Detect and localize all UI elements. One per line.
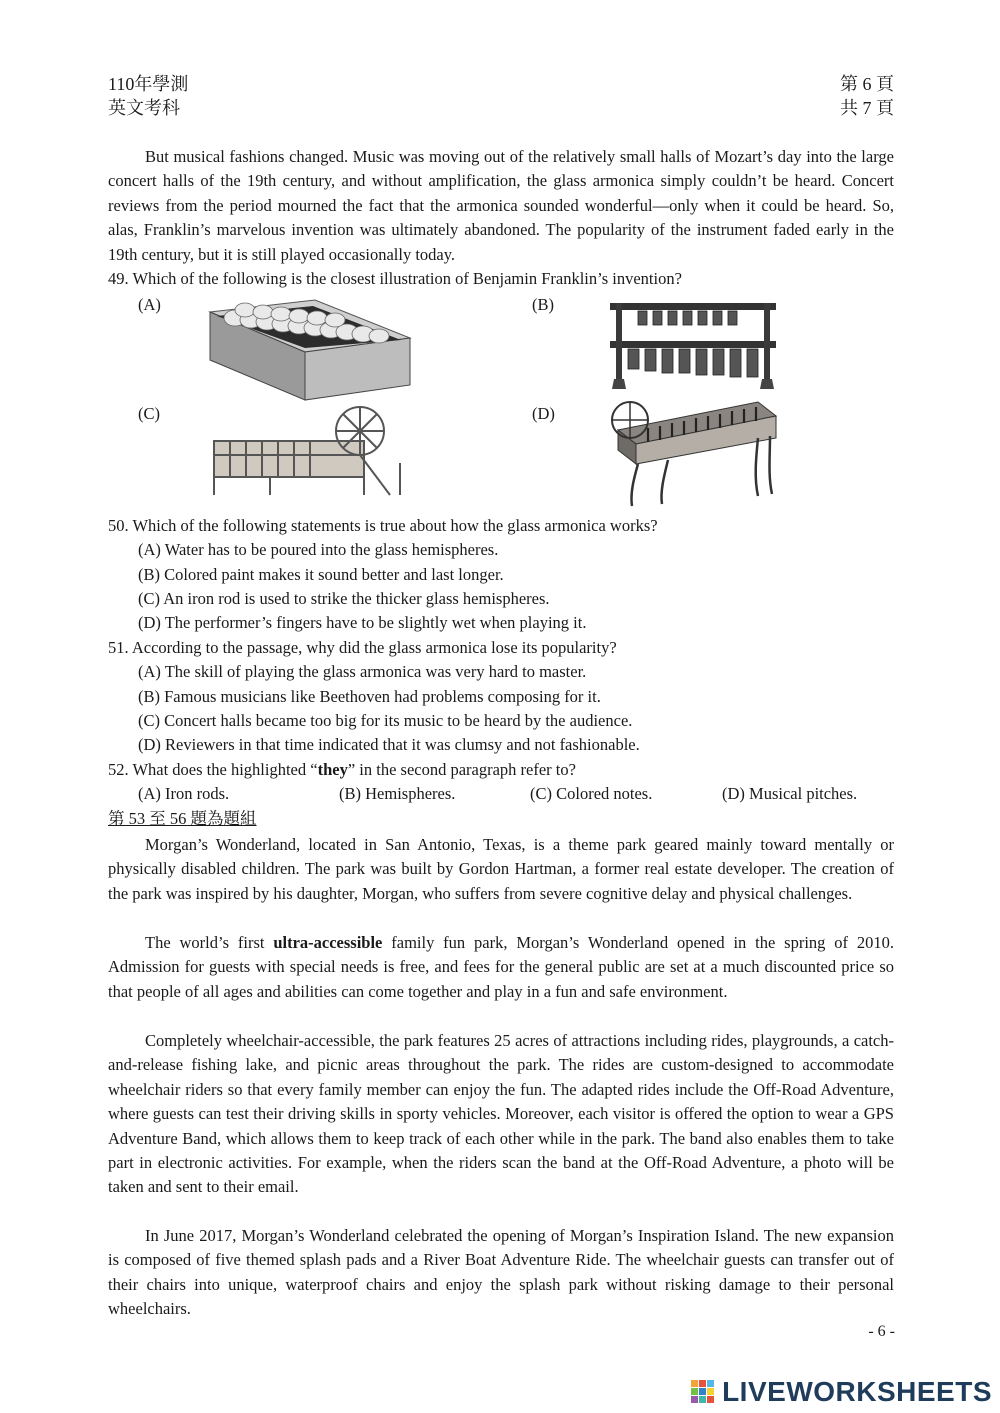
subject-title: 英文考科 (108, 98, 180, 118)
q52-stem-after: ” in the second paragraph refer to? (347, 760, 576, 779)
q49-option-b-label: (B) (532, 295, 554, 314)
question-50-stem: 50. Which of the following statements is true about how the glass armonica works? (108, 516, 658, 535)
q50-option-b: (B) Colored paint makes it sound better and last longer. (138, 565, 504, 584)
q52-option-c: (C) Colored notes. (530, 784, 653, 803)
q52-option-b: (B) Hemispheres. (339, 784, 456, 803)
spinning-machine-illustration (210, 403, 410, 498)
bell-rack-illustration (608, 295, 778, 395)
q50-option-a: (A) Water has to be poured into the glass hemispheres. (138, 540, 499, 559)
page-indicator: 第 6 頁 (840, 74, 894, 94)
passage2-paragraph-2 (108, 931, 894, 1004)
question-51-stem: 51. According to the passage, why did the glass armonica lose its popularity? (108, 638, 617, 657)
q49-option-a-label: (A) (138, 295, 161, 314)
q52-option-d: (D) Musical pitches. (722, 784, 858, 803)
brand-name: LIVEWORKSHEETS (722, 1376, 992, 1407)
q52-stem-before: 52. What does the highlighted “ (108, 760, 318, 779)
p2-keyword: ultra-accessible (273, 933, 383, 952)
q50-option-d: (D) The performer’s fingers have to be slightly wet when playing it. (138, 613, 587, 632)
q52-keyword: they (317, 760, 348, 779)
passage2-paragraph-1: Morgan’s Wonderland, located in San Antonio, Texas, is a theme park geared mainly toward mentally or physically disabled children. The park was built by Gordon Hartman, a former real estate developer. The creation of the park was inspired by his daughter, Morgan, who suffers from severe cognitive delay and physical challenges. (108, 835, 894, 903)
header-right (840, 72, 894, 120)
total-pages: 共 7 頁 (840, 98, 894, 118)
glass-bowls-illustration (205, 290, 415, 405)
brand-watermark (690, 1376, 992, 1408)
passage1-paragraph: But musical fashions changed. Music was moving out of the relatively small halls of Mozart’s day into the large concert halls of the 19th century, and without amplification, the glass armonica simply couldn’t be heard. Concert reviews from the period mourned the fact that the armonica sounded wonderful—only when it could be heard. So, alas, Franklin’s marvelous invention was ultimately abandoned. The popularity of the instrument faded early in the 19th century, but it is still played occasionally today. (108, 147, 894, 264)
p2-text-after: family fun park, Morgan’s Wonderland opened in the spring of 2010. Admission for guests with special needs is free, and fees for the general public are set at a much discounted price so that people of all ages and abilities can come together and play in a fun and safe environment. (108, 933, 894, 1001)
q51-option-b: (B) Famous musicians like Beethoven had problems composing for it. (138, 687, 601, 706)
passage2-paragraph-4: In June 2017, Morgan’s Wonderland celebrated the opening of Morgan’s Inspiration Island. The new expansion is composed of five themed splash pads and a River Boat Adventure Ride. The wheelchair guests can transfer out of their chairs into unique, waterproof chairs and enjoy the splash park without risking damage to their personal wheelchairs. (108, 1226, 894, 1319)
exam-title: 110年學測 (108, 74, 189, 94)
q51-option-a: (A) The skill of playing the glass armonica was very hard to master. (138, 662, 587, 681)
q50-option-c: (C) An iron rod is used to strike the thicker glass hemispheres. (138, 589, 550, 608)
passage2-paragraph-3: Completely wheelchair-accessible, the park features 25 acres of attractions including rides, playgrounds, a catch-and-release fishing lake, and picnic areas throughout the park. The rides are custom-designed to accommodate wheelchair riders so that every family member can enjoy the fun. The adapted rides include the Off-Road Adventure, where guests can test their driving skills in sporty vehicles. Moreover, each visitor is offered the option to wear a GPS Adventure Band, which allows them to keep track of each other while in the park. The band also enables them to take part in electronic activities. For example, when the riders scan the band at the Off-Road Adventure, a photo will be taken and sent to their email. (108, 1031, 894, 1197)
p2-text-before: The world’s first (145, 933, 274, 952)
header-left (108, 72, 188, 120)
q51-option-c: (C) Concert halls became too big for its music to be heard by the audience. (138, 711, 633, 730)
q51-option-d: (D) Reviewers in that time indicated that it was clumsy and not fashionable. (138, 735, 640, 754)
question-52-stem (108, 758, 576, 782)
q52-option-a: (A) Iron rods. (138, 784, 230, 803)
question-49-stem: 49. Which of the following is the closest illustration of Benjamin Franklin’s invention? (108, 269, 682, 288)
q49-option-d-label: (D) (532, 404, 555, 423)
liveworksheets-logo-icon (690, 1379, 716, 1405)
q49-option-c-label: (C) (138, 404, 160, 423)
page-number: - 6 - (868, 1323, 895, 1340)
section-heading: 第 53 至 56 題為題組 (108, 809, 257, 828)
armonica-table-illustration (608, 398, 778, 510)
